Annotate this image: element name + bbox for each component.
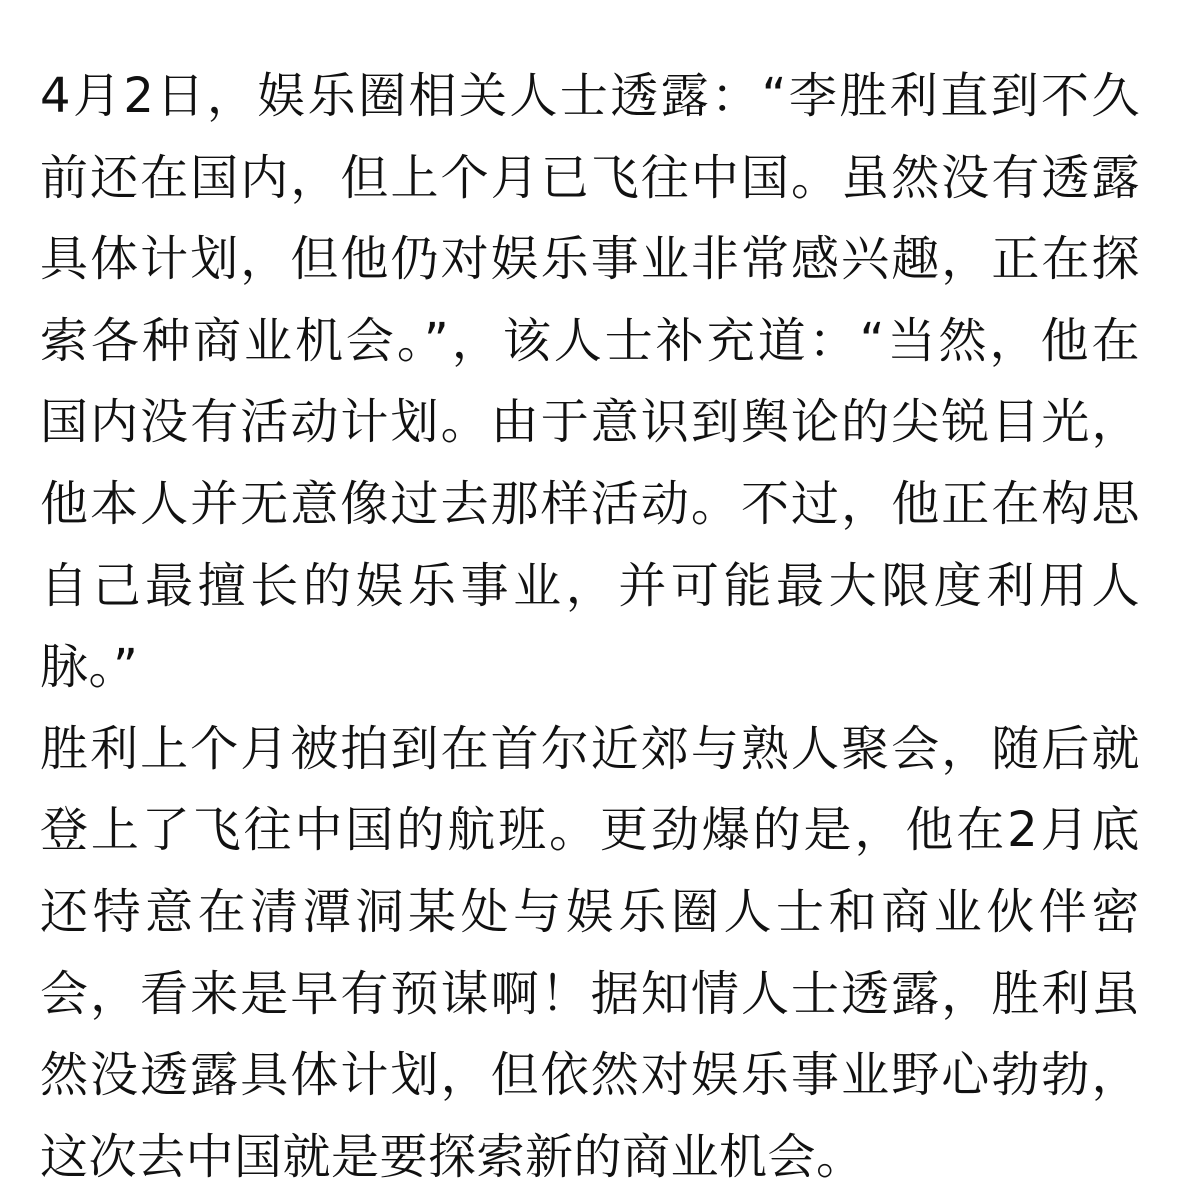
text-line: 自己最擅长的娱乐事业，并可能最大限度利用人 bbox=[40, 557, 1140, 614]
text-line: 具体计划，但他仍对娱乐事业非常感兴趣，正在探 bbox=[40, 231, 1140, 288]
text-line: 这次去中国就是要探索新的商业机会。 bbox=[40, 1128, 865, 1185]
paragraph-2 bbox=[40, 713, 1140, 1202]
text-line: 会，看来是早有预谋啊！据知情人士透露，胜利虽 bbox=[40, 965, 1140, 1022]
text-line: 胜利上个月被拍到在首尔近郊与熟人聚会，随后就 bbox=[40, 720, 1140, 777]
text-line: 前还在国内，但上个月已飞往中国。虽然没有透露 bbox=[40, 149, 1140, 206]
text-line: 然没透露具体计划，但依然对娱乐事业野心勃勃， bbox=[40, 1047, 1140, 1104]
text-line: 登上了飞往中国的航班。更劲爆的是，他在2月底 bbox=[40, 802, 1140, 859]
text-line: 他本人并无意像过去那样活动。不过，他正在构思 bbox=[40, 475, 1140, 532]
text-line: 脉。” bbox=[40, 639, 139, 696]
text-line: 还特意在清潭洞某处与娱乐圈人士和商业伙伴密 bbox=[40, 883, 1140, 940]
text-line: 索各种商业机会。”，该人士补充道：“当然，他在 bbox=[40, 312, 1140, 369]
text-line: 4月2日，娱乐圈相关人士透露：“李胜利直到不久 bbox=[40, 68, 1140, 124]
article-body bbox=[40, 60, 1140, 1202]
text-line: 国内没有活动计划。由于意识到舆论的尖锐目光， bbox=[40, 394, 1140, 451]
paragraph-1 bbox=[40, 60, 1140, 713]
